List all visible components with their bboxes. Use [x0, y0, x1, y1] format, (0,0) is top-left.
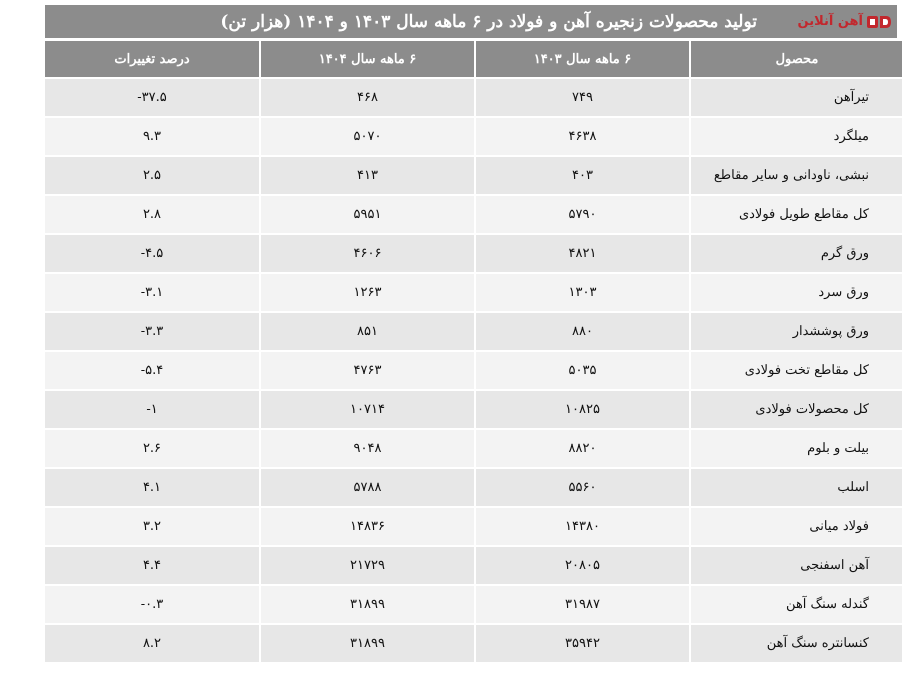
- cell-1403: ۸۸۰: [474, 311, 689, 350]
- column-header-1403: ۶ ماهه سال ۱۴۰۳: [474, 38, 689, 77]
- cell-change: ۴.۴: [45, 545, 259, 584]
- cell-1403: ۴۰۳: [474, 155, 689, 194]
- table-header-row: [45, 38, 902, 77]
- table-row: [45, 389, 902, 428]
- cell-change: -۳.۱: [45, 272, 259, 311]
- table-row: [45, 272, 902, 311]
- title-bar: [45, 5, 897, 38]
- table-row: [45, 194, 902, 233]
- column-header-product: محصول: [689, 38, 902, 77]
- table-row: [45, 311, 902, 350]
- cell-1403: ۱۰۸۲۵: [474, 389, 689, 428]
- cell-change: -۳۷.۵: [45, 77, 259, 116]
- cell-change: ۹.۳: [45, 116, 259, 155]
- cell-1404: ۳۱۸۹۹: [259, 584, 474, 623]
- cell-product: کل مقاطع طویل فولادی: [689, 194, 902, 233]
- table-row: [45, 116, 902, 155]
- cell-change: ۸.۲: [45, 623, 259, 662]
- cell-product: تیرآهن: [689, 77, 902, 116]
- cell-1403: ۵۰۳۵: [474, 350, 689, 389]
- cell-1404: ۵۷۸۸: [259, 467, 474, 506]
- table-row: [45, 584, 902, 623]
- cell-1403: ۳۱۹۸۷: [474, 584, 689, 623]
- brand-logo: [798, 11, 891, 32]
- cell-product: کنسانتره سنگ آهن: [689, 623, 902, 662]
- logo-text: آهن آنلاین: [797, 14, 863, 29]
- table-row: [45, 77, 902, 116]
- cell-product: ورق گرم: [689, 233, 902, 272]
- column-header-1404: ۶ ماهه سال ۱۴۰۴: [259, 38, 474, 77]
- ahan-online-logo-icon: [867, 14, 891, 30]
- cell-1404: ۴۶۰۶: [259, 233, 474, 272]
- cell-product: کل محصولات فولادی: [689, 389, 902, 428]
- cell-1403: ۵۷۹۰: [474, 194, 689, 233]
- cell-change: -۵.۴: [45, 350, 259, 389]
- cell-change: ۴.۱: [45, 467, 259, 506]
- cell-1404: ۱۲۶۳: [259, 272, 474, 311]
- table-row: [45, 233, 902, 272]
- table-row: [45, 428, 902, 467]
- cell-1403: ۷۴۹: [474, 77, 689, 116]
- cell-change: ۲.۸: [45, 194, 259, 233]
- cell-product: فولاد میانی: [689, 506, 902, 545]
- table-row: [45, 506, 902, 545]
- table-row: [45, 545, 902, 584]
- cell-product: کل مقاطع تخت فولادی: [689, 350, 902, 389]
- cell-1404: ۴۷۶۳: [259, 350, 474, 389]
- cell-1404: ۲۱۷۲۹: [259, 545, 474, 584]
- cell-1404: ۳۱۸۹۹: [259, 623, 474, 662]
- cell-1403: ۲۰۸۰۵: [474, 545, 689, 584]
- cell-change: -۴.۵: [45, 233, 259, 272]
- production-table: [45, 38, 902, 662]
- cell-product: میلگرد: [689, 116, 902, 155]
- cell-1403: ۱۳۰۳: [474, 272, 689, 311]
- cell-change: ۲.۵: [45, 155, 259, 194]
- cell-change: ۳.۲: [45, 506, 259, 545]
- cell-product: ورق سرد: [689, 272, 902, 311]
- cell-1404: ۴۱۳: [259, 155, 474, 194]
- cell-product: آهن اسفنجی: [689, 545, 902, 584]
- cell-1404: ۵۹۵۱: [259, 194, 474, 233]
- cell-product: نبشی، ناودانی و سایر مقاطع: [689, 155, 902, 194]
- cell-1404: ۱۴۸۳۶: [259, 506, 474, 545]
- table-body: [45, 77, 902, 662]
- cell-change: -۱: [45, 389, 259, 428]
- cell-1403: ۸۸۲۰: [474, 428, 689, 467]
- cell-1404: ۸۵۱: [259, 311, 474, 350]
- table-row: [45, 467, 902, 506]
- cell-1403: ۴۸۲۱: [474, 233, 689, 272]
- cell-product: اسلب: [689, 467, 902, 506]
- table-row: [45, 350, 902, 389]
- page-title: تولید محصولات زنجیره آهن و فولاد در ۶ ماهه سال ۱۴۰۳ و ۱۴۰۴ (هزار تن): [220, 11, 757, 32]
- cell-1404: ۹۰۴۸: [259, 428, 474, 467]
- cell-change: -۰.۳: [45, 584, 259, 623]
- cell-product: گندله سنگ آهن: [689, 584, 902, 623]
- table-row: [45, 155, 902, 194]
- cell-1404: ۴۶۸: [259, 77, 474, 116]
- cell-1403: ۵۵۶۰: [474, 467, 689, 506]
- cell-product: بیلت و بلوم: [689, 428, 902, 467]
- cell-product: ورق پوششدار: [689, 311, 902, 350]
- cell-1403: ۴۶۳۸: [474, 116, 689, 155]
- cell-1403: ۱۴۳۸۰: [474, 506, 689, 545]
- cell-1404: ۱۰۷۱۴: [259, 389, 474, 428]
- cell-1403: ۳۵۹۴۲: [474, 623, 689, 662]
- cell-1404: ۵۰۷۰: [259, 116, 474, 155]
- column-header-change: درصد تغییرات: [45, 38, 259, 77]
- report-panel: [45, 5, 897, 662]
- cell-change: -۳.۳: [45, 311, 259, 350]
- cell-change: ۲.۶: [45, 428, 259, 467]
- table-row: [45, 623, 902, 662]
